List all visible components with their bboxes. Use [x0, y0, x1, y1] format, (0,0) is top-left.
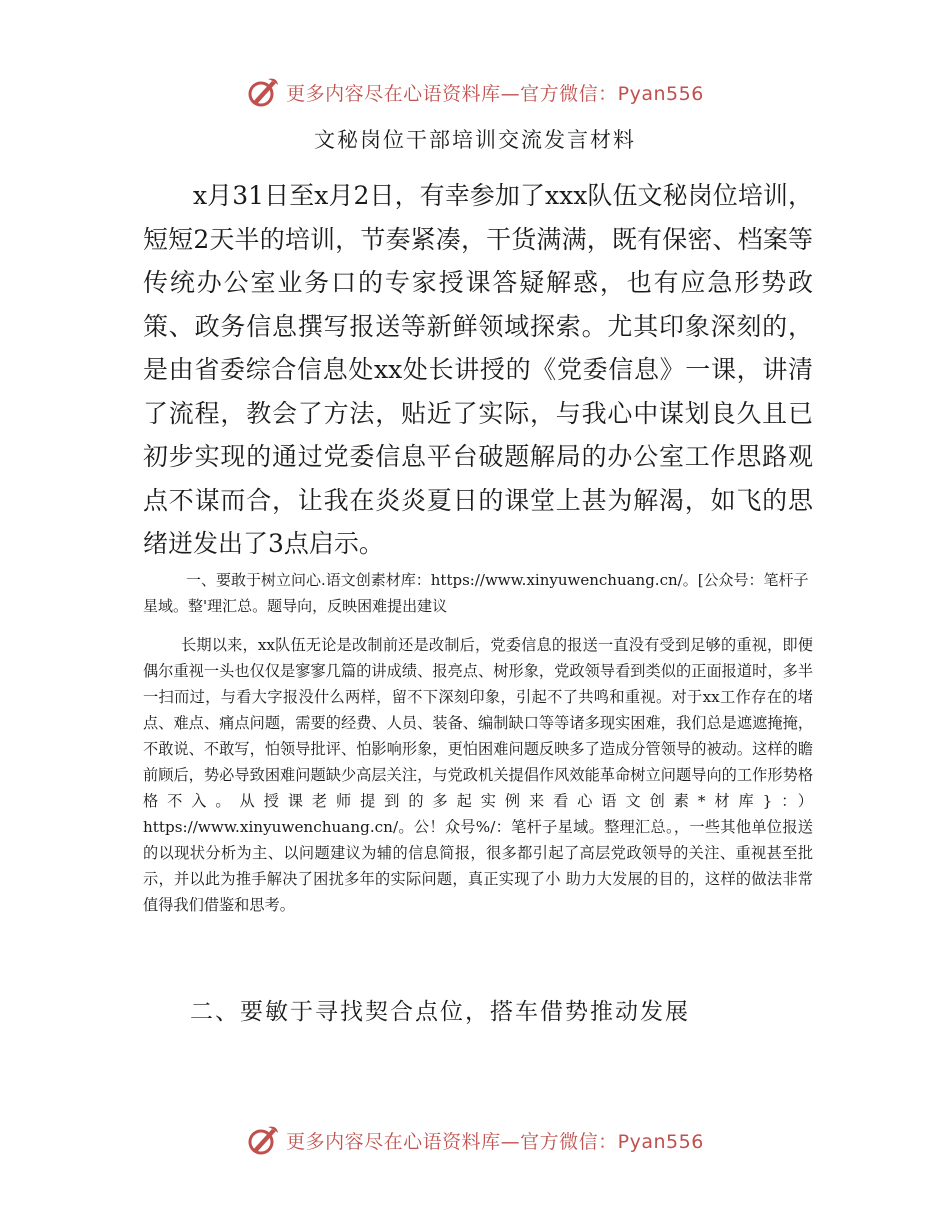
- header-banner-text: 更多内容尽在心语资料库—官方微信：Pyan556: [286, 82, 704, 105]
- intro-paragraph: x月31日至x月2日，有幸参加了xxx队伍文秘岗位培训，短短2天半的培训，节奏紧凑，干货满满，既有保密、档案等传统办公室业务口的专家授课答疑解惑，也有应急形势政策、政务信息撰写报送等新鲜领域探索。尤其印象深刻的，是由省委综合信息处xx处长讲授的《党委信息》一课，讲清了流程，教会了方法，贴近了实际，与我心中谋划良久且已初步实现的通过党委信息平台破题解局的办公室工作思路观点不谋而合，让我在炎炎夏日的课堂上甚为解渴，如飞的思绪迸发出了3点启示。: [143, 181, 813, 558]
- footer-banner: [0, 1120, 950, 1160]
- section1-body: 长期以来，xx队伍无论是改制前还是改制后，党委信息的报送一直没有受到足够的重视，即便偶尔重视一头也仅仅是寥寥几篇的讲成绩、报亮点、树形象，党政领导看到类似的正面报道时，多半一扫而过，与看大字报没什么两样，留不下深刻印象，引起不了共鸣和重视。对于xx工作存在的堵点、难点、痛点问题，需要的经费、人员、装备、编制缺口等等诸多现实困难，我们总是遮遮掩掩，不敢说、不敢写，怕领导批评、怕影响形象，更怕困难问题反映多了造成分管领导的被动。这样的瞻前顾后，势必导致困难问题缺少高层关注，与党政机关提倡作风效能革命树立问题导向的工作形势格格不入。从授课老师提到的多起实例来看心语文创素*材库}：）https://www.xinyuwenchuang.cn/。公！众号%/：笔杆子星域。整理汇总。，一些其他单位报送的以现状分析为主、以问题建议为辅的信息简报，很多都引起了高层党政领导的关注、重视甚至批示，并以此为推手解决了困扰多年的实际问题，真正实现了小 助力大发展的目的，这样的做法非常值得我们借鉴和思考。: [143, 636, 813, 914]
- quill-logo-icon: [246, 75, 280, 109]
- document-title: 文秘岗位干部培训交流发言材料: [314, 128, 636, 152]
- footer-banner-text: 更多内容尽在心语资料库—官方微信：Pyan556: [286, 1130, 704, 1153]
- quill-logo-icon: [246, 1123, 280, 1157]
- section1-heading: 一、要敢于树立问心.语文创素材库：https://www.xinyuwenchuang.cn/。[公众号：笔杆子星域。整'理汇总。题导向，反映困难提出建议: [143, 571, 809, 615]
- section2-heading: 二、要敏于寻找契合点位，搭车借势推动发展: [190, 999, 690, 1025]
- header-banner: [0, 72, 950, 112]
